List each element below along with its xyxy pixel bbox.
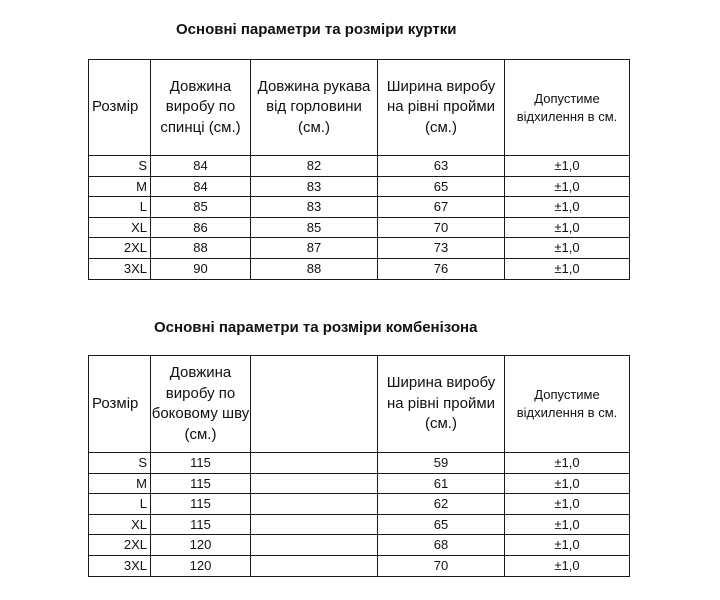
table-row [89,535,630,556]
width-cell: 65 [378,176,505,197]
sleeve-length-cell: 87 [251,238,378,259]
width-cell: 70 [378,555,505,576]
width-cell: 67 [378,197,505,218]
header-empty [251,356,378,453]
side-length-cell: 115 [151,453,251,474]
size-cell: L [89,494,151,515]
width-cell: 61 [378,473,505,494]
width-cell: 73 [378,238,505,259]
size-cell: 2XL [89,535,151,556]
sleeve-length-cell: 83 [251,197,378,218]
side-length-cell: 120 [151,535,251,556]
tolerance-cell: ±1,0 [505,197,630,218]
empty-cell [251,494,378,515]
table-row [89,453,630,474]
overalls-table-title: Основні параметри та розміри комбенізона [154,319,478,336]
tolerance-cell: ±1,0 [505,514,630,535]
table-row [89,197,630,218]
table-header-row [89,356,630,453]
side-length-cell: 115 [151,514,251,535]
table-row [89,494,630,515]
header-width: Ширина виробу на рівні пройми (см.) [378,356,505,453]
empty-cell [251,514,378,535]
table-row [89,473,630,494]
size-cell: M [89,176,151,197]
width-cell: 68 [378,535,505,556]
tolerance-cell: ±1,0 [505,238,630,259]
empty-cell [251,555,378,576]
sleeve-length-cell: 88 [251,258,378,279]
header-back-length: Довжина виробу по спинці (см.) [151,60,251,156]
sleeve-length-cell: 85 [251,217,378,238]
tolerance-cell: ±1,0 [505,473,630,494]
back-length-cell: 84 [151,156,251,177]
back-length-cell: 88 [151,238,251,259]
table-row [89,555,630,576]
width-cell: 76 [378,258,505,279]
size-cell: M [89,473,151,494]
width-cell: 59 [378,453,505,474]
sleeve-length-cell: 82 [251,156,378,177]
overalls-size-table [88,355,630,577]
header-size: Розмір [89,356,151,453]
header-width: Ширина виробу на рівні пройми (см.) [378,60,505,156]
back-length-cell: 90 [151,258,251,279]
empty-cell [251,453,378,474]
header-sleeve-length: Довжина рукава від горловини (см.) [251,60,378,156]
size-cell: XL [89,217,151,238]
side-length-cell: 120 [151,555,251,576]
table-row [89,176,630,197]
size-cell: 2XL [89,238,151,259]
jacket-table-title: Основні параметри та розміри куртки [176,21,457,38]
empty-cell [251,535,378,556]
back-length-cell: 86 [151,217,251,238]
width-cell: 65 [378,514,505,535]
side-length-cell: 115 [151,494,251,515]
tolerance-cell: ±1,0 [505,176,630,197]
header-size: Розмір [89,60,151,156]
tolerance-cell: ±1,0 [505,555,630,576]
tolerance-cell: ±1,0 [505,258,630,279]
size-cell: 3XL [89,258,151,279]
sleeve-length-cell: 83 [251,176,378,197]
header-side-length: Довжина виробу по боковому шву (см.) [151,356,251,453]
jacket-size-table [88,59,630,280]
size-cell: S [89,156,151,177]
size-cell: L [89,197,151,218]
tolerance-cell: ±1,0 [505,217,630,238]
empty-cell [251,473,378,494]
size-cell: S [89,453,151,474]
side-length-cell: 115 [151,473,251,494]
table-row [89,514,630,535]
size-cell: XL [89,514,151,535]
table-row [89,217,630,238]
header-tolerance: Допустиме відхилення в см. [505,356,630,453]
table-row [89,238,630,259]
header-tolerance: Допустиме відхилення в см. [505,60,630,156]
back-length-cell: 85 [151,197,251,218]
table-row [89,258,630,279]
table-row [89,156,630,177]
width-cell: 70 [378,217,505,238]
tolerance-cell: ±1,0 [505,535,630,556]
width-cell: 63 [378,156,505,177]
tolerance-cell: ±1,0 [505,156,630,177]
tolerance-cell: ±1,0 [505,494,630,515]
back-length-cell: 84 [151,176,251,197]
table-header-row [89,60,630,156]
tolerance-cell: ±1,0 [505,453,630,474]
width-cell: 62 [378,494,505,515]
size-cell: 3XL [89,555,151,576]
